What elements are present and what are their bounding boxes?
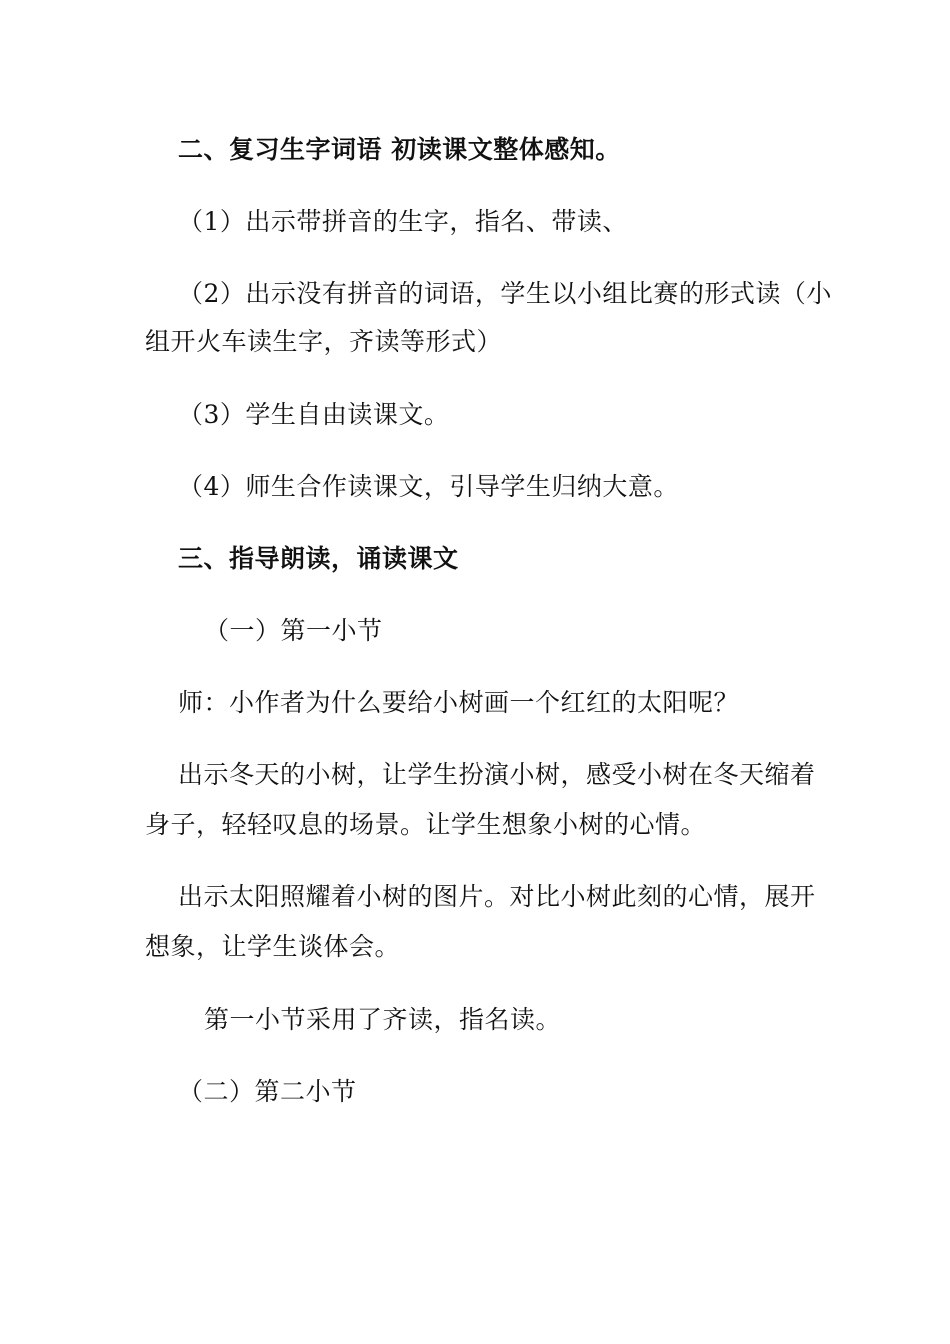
subsection-title-1: （一）第一小节: [204, 616, 383, 645]
paragraph-winter-line-2: 身子，轻轻叹息的场景。让学生想象小树的心情。: [145, 810, 707, 839]
section-heading-review: 二、复习生字词语 初读课文整体感知。: [178, 135, 621, 164]
section-heading-reading: 三、指导朗读，诵读课文: [178, 544, 459, 573]
subsection-title-2: （二）第二小节: [178, 1077, 357, 1106]
list-item-step-2-line-1: （2）出示没有拼音的词语，学生以小组比赛的形式读（小: [178, 279, 832, 308]
list-item-step-4: （4）师生合作读课文，引导学生归纳大意。: [178, 472, 679, 501]
paragraph-sun-line-2: 想象，让学生谈体会。: [145, 932, 401, 961]
list-item-step-3: （3）学生自由读课文。: [178, 400, 450, 429]
paragraph-winter-line-1: 出示冬天的小树，让学生扮演小树，感受小树在冬天缩着: [178, 760, 816, 789]
reading-note: 第一小节采用了齐读，指名读。: [204, 1005, 562, 1034]
teacher-question: 师：小作者为什么要给小树画一个红红的太阳呢？: [178, 688, 740, 717]
paragraph-sun-line-1: 出示太阳照耀着小树的图片。对比小树此刻的心情，展开: [178, 882, 816, 911]
list-item-step-2-line-2: 组开火车读生字，齐读等形式）: [145, 327, 503, 356]
list-item-step-1: （1）出示带拼音的生字，指名、带读、: [178, 207, 628, 236]
